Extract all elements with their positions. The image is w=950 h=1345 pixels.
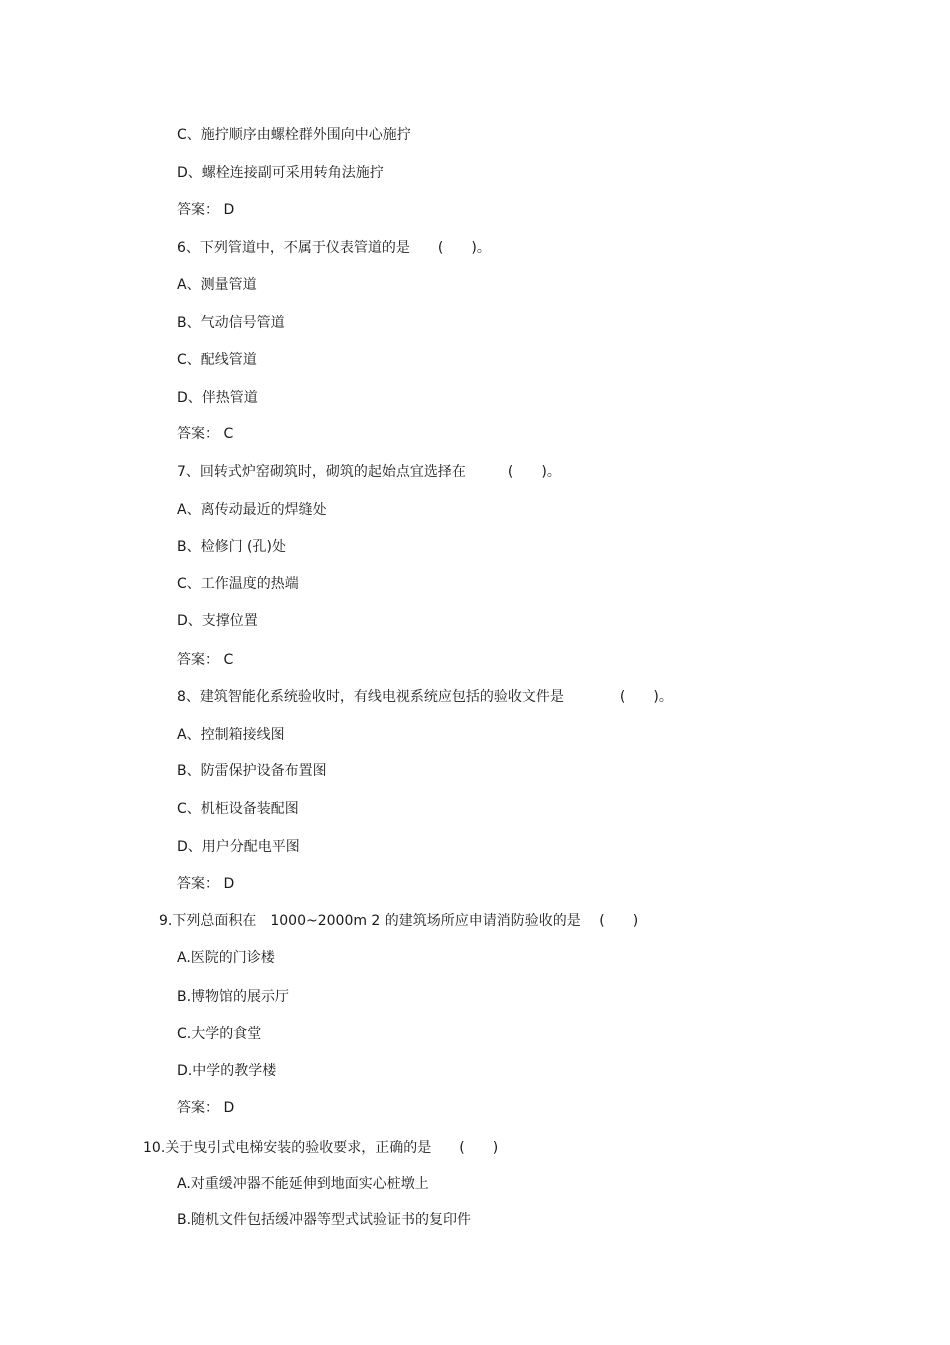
q9-stem: 9.下列总面积在 1000~2000m 2 的建筑场所应申请消防验收的是 ( )	[159, 913, 639, 929]
q6-stem: 6、下列管道中，不属于仪表管道的是 ( )。	[177, 240, 491, 256]
q7-option-b: B、检修门 (孔)处	[177, 539, 286, 555]
q5-option-c: C、施拧顺序由螺栓群外围向中心施拧	[177, 127, 411, 143]
q8-option-d: D、用户分配电平图	[177, 839, 300, 855]
q8-stem: 8、建筑智能化系统验收时，有线电视系统应包括的验收文件是 ( )。	[177, 689, 673, 705]
q8-option-a: A、控制箱接线图	[177, 727, 285, 743]
q5-option-d: D、螺栓连接副可采用转角法施拧	[177, 165, 384, 181]
q10-option-a: A.对重缓冲器不能延伸到地面实心桩墩上	[177, 1176, 429, 1192]
q6-option-b: B、气动信号管道	[177, 315, 285, 331]
q8-option-b: B、防雷保护设备布置图	[177, 763, 327, 779]
q9-option-b: B.博物馆的展示厅	[177, 989, 290, 1005]
q10-stem: 10.关于曳引式电梯安装的验收要求，正确的是 ( )	[143, 1140, 499, 1156]
q7-answer: 答案： C	[177, 652, 234, 668]
q7-option-a: A、离传动最近的焊缝处	[177, 502, 327, 518]
q8-option-c: C、机柜设备装配图	[177, 801, 299, 817]
q9-answer: 答案： D	[177, 1100, 235, 1116]
q9-option-c: C.大学的食堂	[177, 1026, 262, 1042]
q6-option-c: C、配线管道	[177, 352, 257, 368]
q6-answer: 答案： C	[177, 426, 234, 442]
q7-option-d: D、支撑位置	[177, 613, 258, 629]
q6-option-d: D、伴热管道	[177, 390, 258, 406]
q5-answer: 答案： D	[177, 202, 235, 218]
q10-option-b: B.随机文件包括缓冲器等型式试验证书的复印件	[177, 1212, 472, 1228]
q7-stem: 7、回转式炉窑砌筑时，砌筑的起始点宜选择在 ( )。	[177, 464, 561, 480]
q6-option-a: A、测量管道	[177, 277, 257, 293]
q9-option-d: D.中学的教学楼	[177, 1063, 277, 1079]
q7-option-c: C、工作温度的热端	[177, 576, 299, 592]
q8-answer: 答案： D	[177, 876, 235, 892]
q9-option-a: A.医院的门诊楼	[177, 950, 275, 966]
